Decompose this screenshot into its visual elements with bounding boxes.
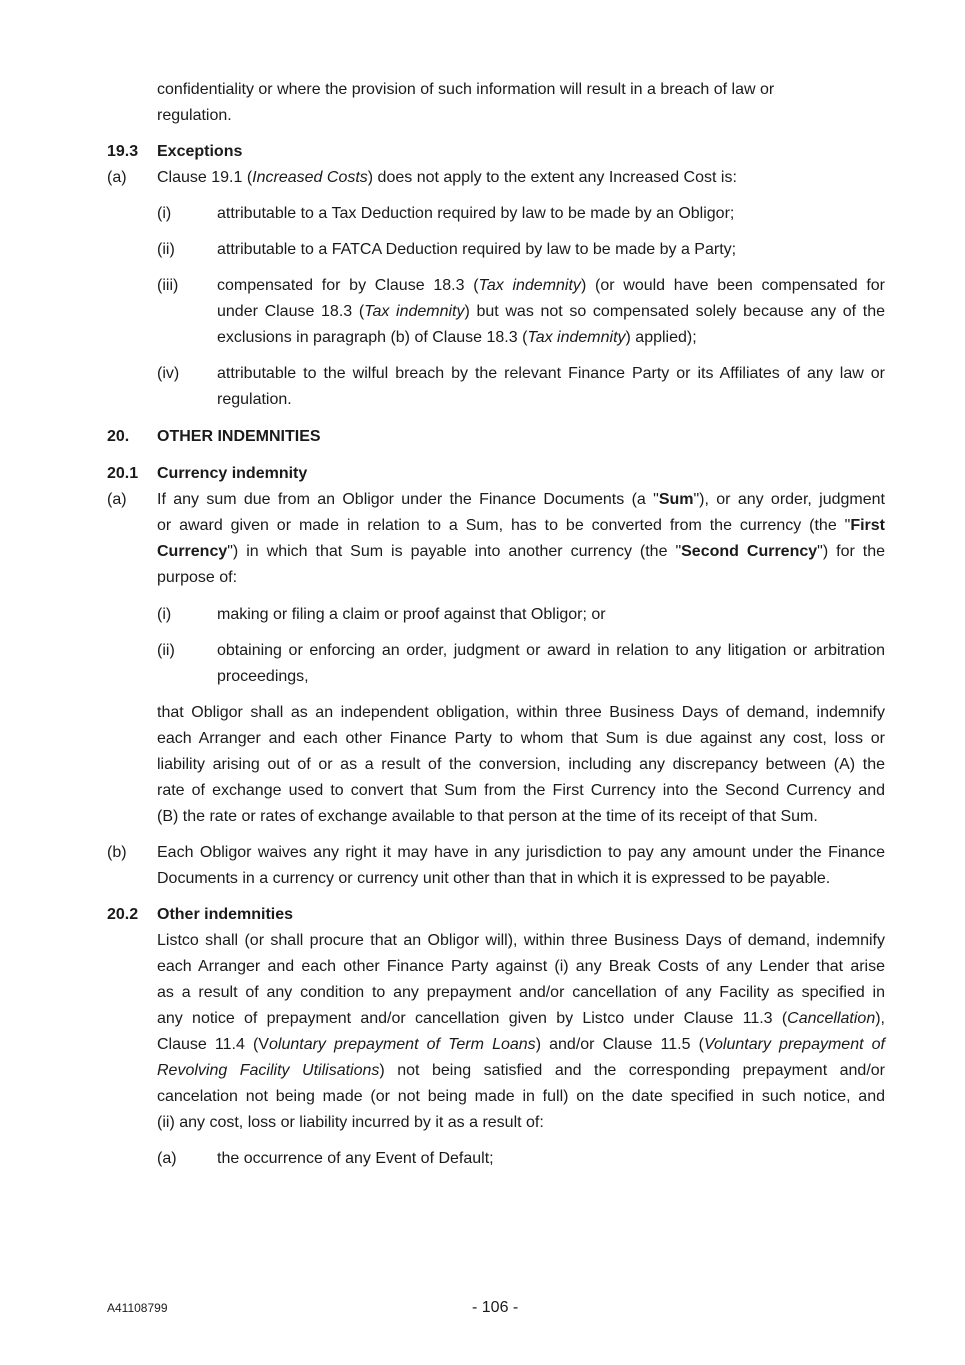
paragraph-line: Clause 11.4 (Voluntary prepayment of Term Loans) and/or Clause 11.5 (Voluntary prepayment of [157,1036,886,1053]
section-number: 20. [107,428,130,445]
paragraph-line: Documents in a currency or currency unit other than that in which it is expressed to be payable. [157,870,831,887]
paragraph-line: each Arranger and each other Finance Party against (i) any Break Costs of any Lender that arise [157,958,885,975]
item-text: attributable to the wilful breach by the relevant Finance Party or its Affiliates of any law or [217,365,885,382]
item-label: (i) [157,205,172,222]
paragraph-line: or award given or made in relation to a Sum, has to be converted from the currency (the "First [157,517,885,534]
item-label: (a) [107,491,127,508]
item-label: (a) [157,1150,177,1167]
paragraph-line: Listco shall (or shall procure that an Obligor will), within three Business Days of demand, indemnify [157,932,885,949]
section-number: 20.2 [107,906,139,923]
item-label: (ii) [157,642,175,659]
item-text: under Clause 18.3 (Tax indemnity) but was not so compensated solely because any of the [217,303,886,320]
paragraph-line: liability arising out of or as a result of the conversion, including any discrepancy between (A) the [157,756,885,773]
item-label: (iii) [157,277,179,294]
page-number: - 106 - [472,1299,519,1316]
item-label: (i) [157,606,172,623]
paragraph-line: purpose of: [157,569,238,586]
section-number: 20.1 [107,465,139,482]
section-title: Other indemnities [157,906,294,923]
paragraph-line: as a result of any condition to any prepayment and/or cancellation of any Facility as specified in [157,984,885,1001]
item-text: exclusions in paragraph (b) of Clause 18.3 (Tax indemnity) applied); [217,329,697,346]
paragraph-line: any notice of prepayment and/or cancellation given by Listco under Clause 11.3 (Cancellation), [157,1010,885,1027]
paragraph-line: confidentiality or where the provision of such information will result in a breach of law or [157,81,775,98]
paragraph-line: Each Obligor waives any right it may have in any jurisdiction to pay any amount under the Finance [157,844,885,861]
section-number: 19.3 [107,143,139,160]
item-text: obtaining or enforcing an order, judgment or award in relation to any litigation or arbitration [217,642,885,659]
item-text: making or filing a claim or proof against that Obligor; or [217,606,606,623]
paragraph-line: Currency") in which that Sum is payable into another currency (the "Second Currency") for the [157,543,885,560]
section-title: Currency indemnity [157,465,308,482]
paragraph-line: Clause 19.1 (Increased Costs) does not apply to the extent any Increased Cost is: [157,169,737,186]
item-text: regulation. [217,391,292,408]
item-label: (a) [107,169,127,186]
item-label: (iv) [157,365,180,382]
document-reference: A41108799 [107,1301,168,1315]
item-label: (ii) [157,241,175,258]
item-text: the occurrence of any Event of Default; [217,1150,494,1167]
paragraph-line: regulation. [157,107,232,124]
section-title: Exceptions [157,143,243,160]
paragraph-line: (B) the rate or rates of exchange available to that person at the time of its receipt of that Sum. [157,808,818,825]
paragraph-line: If any sum due from an Obligor under the Finance Documents (a "Sum"), or any order, judgment [157,491,885,508]
item-text: attributable to a FATCA Deduction required by law to be made by a Party; [217,241,737,258]
paragraph-line: cancelation not being made (or not being made in full) on the date specified in such notice, and [157,1088,885,1105]
section-title: OTHER INDEMNITIES [157,428,321,445]
paragraph-line: Revolving Facility Utilisations) not being satisfied and the corresponding prepayment and/or [157,1062,886,1079]
item-text: proceedings, [217,668,309,685]
item-text: compensated for by Clause 18.3 (Tax indemnity) (or would have been compensated for [217,277,885,294]
paragraph-line: that Obligor shall as an independent obligation, within three Business Days of demand, indemnify [157,704,885,721]
paragraph-line: rate of exchange used to convert that Sum from the First Currency into the Second Currency and [157,782,885,799]
paragraph-line: each Arranger and each other Finance Party to whom that Sum is due against any cost, loss or [157,730,885,747]
paragraph-line: (ii) any cost, loss or liability incurred by it as a result of: [157,1114,544,1131]
item-label: (b) [107,844,127,861]
item-text: attributable to a Tax Deduction required by law to be made by an Obligor; [217,205,735,222]
